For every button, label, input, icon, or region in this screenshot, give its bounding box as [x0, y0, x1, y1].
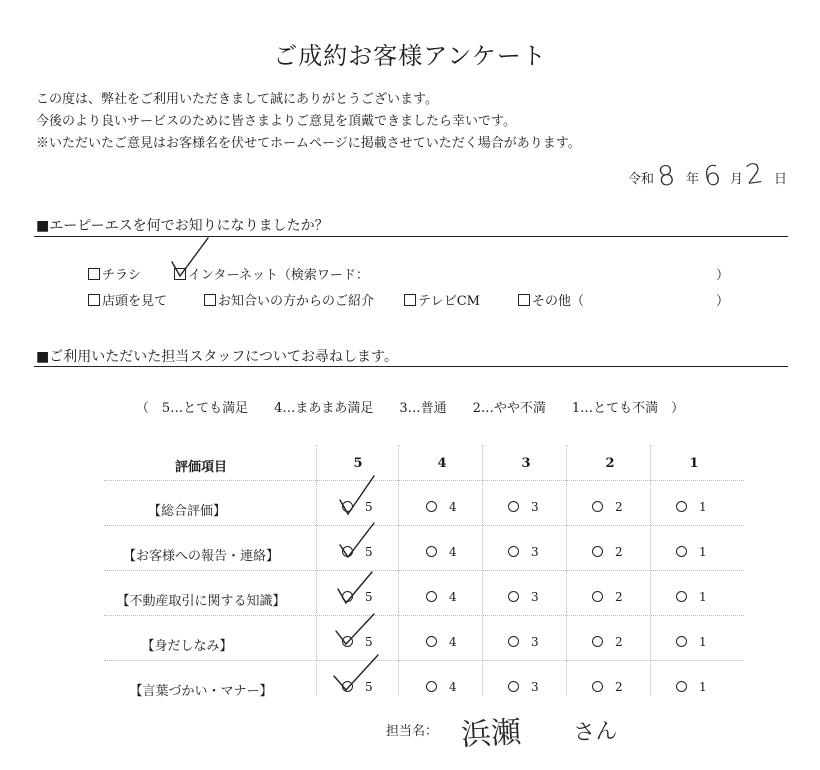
staff-name-suffix-handwritten: さん [572, 718, 618, 747]
date-month-handwritten: 6 [701, 159, 724, 193]
rating-option-2[interactable]: 2 [592, 590, 623, 604]
rating-option-1[interactable]: 1 [676, 635, 707, 649]
rating-option-5[interactable]: 5 [342, 635, 373, 649]
rating-row-label: 【不動産取引に関する知識】 [116, 594, 286, 609]
rating-option-1[interactable]: 1 [676, 680, 707, 694]
rating-option-5[interactable]: 5 [342, 500, 373, 514]
rating-option-3[interactable]: 3 [508, 635, 539, 649]
rating-option-4[interactable]: 4 [426, 635, 457, 649]
handwritten-check-row-knowledge [338, 572, 372, 603]
rating-column-2: 2 [605, 456, 615, 471]
rating-column-1: 1 [689, 456, 699, 471]
rating-option-4[interactable]: 4 [426, 500, 457, 514]
rating-row-label: 【言葉づかい・マナー】 [129, 684, 273, 699]
rating-option-1[interactable]: 1 [676, 545, 707, 559]
page-title: ご成約お客様アンケート [273, 42, 547, 70]
rating-option-4[interactable]: 4 [426, 590, 457, 604]
rating-column-5: 5 [353, 456, 363, 471]
q1-internet-close-paren: ） [716, 268, 730, 283]
rating-option-1[interactable]: 1 [676, 590, 707, 604]
handwritten-check-internet [172, 238, 208, 276]
date-year-unit: 年 [686, 172, 700, 187]
q1-option-tv-cm[interactable]: テレビCM [404, 290, 480, 309]
rating-option-5[interactable]: 5 [342, 680, 373, 694]
rating-option-3[interactable]: 3 [508, 590, 539, 604]
rating-option-3[interactable]: 3 [508, 545, 539, 559]
date-day-unit: 日 [774, 172, 788, 187]
rating-table-header-item: 評価項目 [174, 460, 227, 475]
rating-row-label: 【身だしなみ】 [141, 639, 233, 654]
rating-option-5[interactable]: 5 [342, 545, 373, 559]
rating-option-1[interactable]: 1 [676, 500, 707, 514]
handwritten-check-row-reporting [340, 523, 374, 557]
rating-row-label: 【総合評価】 [147, 504, 226, 519]
date-month-unit: 月 [730, 172, 744, 187]
handwritten-check-row-appearance [336, 614, 374, 644]
q1-other-close-paren: ） [716, 294, 730, 309]
q1-option-other[interactable]: その他（ [518, 290, 584, 309]
intro-line-2: 今後のより良いサービスのために皆さまよりご意見を頂戴できましたら幸いです。 [36, 114, 516, 129]
date-day-handwritten: 2 [743, 157, 766, 191]
q1-option-storefront[interactable]: 店頭を見て [88, 290, 167, 309]
rating-option-2[interactable]: 2 [592, 680, 623, 694]
rating-option-4[interactable]: 4 [426, 545, 457, 559]
rating-column-3: 3 [521, 456, 531, 471]
staff-name-handwritten: 浜瀬 [460, 714, 522, 754]
q1-option-flyer[interactable]: チラシ [88, 264, 141, 283]
q1-option-referral[interactable]: お知合いの方からのご紹介 [204, 290, 374, 309]
q1-option-internet[interactable]: インターネット（検索ワード： [174, 264, 369, 283]
rating-option-3[interactable]: 3 [508, 500, 539, 514]
handwritten-check-row-overall [340, 476, 374, 514]
rating-option-4[interactable]: 4 [426, 680, 457, 694]
date-era: 令和 [628, 172, 655, 187]
rating-row-label: 【お客様への報告・連絡】 [122, 549, 279, 564]
rating-option-5[interactable]: 5 [342, 590, 373, 604]
rating-option-3[interactable]: 3 [508, 680, 539, 694]
intro-line-3: ※いただいたご意見はお客様名を伏せてホームページに掲載させていただく場合があります。 [36, 136, 581, 151]
staff-name-label: 担当名： [386, 724, 439, 739]
q1-heading: ■エーピーエスを何でお知りになりましたか？ [36, 218, 329, 234]
q2-heading: ■ご利用いただいた担当スタッフについてお尋ねします。 [36, 349, 398, 365]
rating-option-2[interactable]: 2 [592, 635, 623, 649]
rating-option-2[interactable]: 2 [592, 500, 623, 514]
handwritten-check-row-manners [334, 655, 378, 690]
date-year-handwritten: 8 [655, 159, 678, 193]
intro-line-1: この度は、弊社をご利用いただきまして誠にありがとうございます。 [36, 92, 438, 107]
rating-scale-legend: （ 5…とても満足 4…まあまあ満足 3…普通 2…やや不満 1…とても不満 ） [135, 401, 685, 416]
rating-option-2[interactable]: 2 [592, 545, 623, 559]
rating-column-4: 4 [437, 456, 447, 471]
